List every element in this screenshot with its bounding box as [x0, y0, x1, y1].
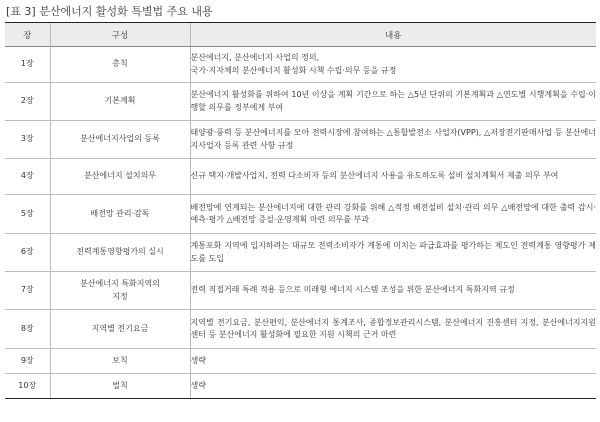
composition-cell: 벌칙: [50, 374, 190, 399]
table-row: [5, 195, 596, 234]
chapter-cell: 10장: [5, 374, 50, 399]
content-cell: 지역별 전기요금, 분산편익, 분산에너지 통계조사, 종합정보관리시스템, 분산에너지 진흥센터 지정, 분산에너지지원센터 등 분산에너지 활성화에 필요한 지원 시책의 근거 마련: [190, 310, 596, 349]
table-row: [5, 47, 596, 83]
chapter-cell: 8장: [5, 310, 50, 349]
table-row: [5, 234, 596, 272]
content-cell: 배전망에 연계되는 분산에너지에 대한 관리 강화를 위해 △적정 배전설비 설치·관리 의무 △배전망에 대한 출력 감시·예측·평가 △배전망 증설·운영계획 마련 의무를 부과: [190, 195, 596, 234]
table-header-row: [5, 23, 596, 47]
chapter-cell: 3장: [5, 121, 50, 159]
table-row: [5, 310, 596, 349]
table-row: [5, 349, 596, 374]
content-cell: 태양광·풍력 등 분산에너지를 모아 전력시장에 참여하는 △통합발전소 사업자(VPP), △저장전기판매사업 등 분산에너지사업자 등록 관련 사항 규정: [190, 121, 596, 159]
composition-cell: 배전망 관리·감독: [50, 195, 190, 234]
table-caption: [표 3] 분산에너지 활성화 특별법 주요 내용: [6, 5, 213, 18]
content-cell: 분산에너지 활성화를 위하여 10년 이상을 계획 기간으로 하는 △5년 단위의 기본계획과 △연도별 시행계획을 수립·이행할 의무를 정부에게 부여: [190, 83, 596, 121]
table-row: [5, 83, 596, 121]
table-row: [5, 121, 596, 159]
main-table: [5, 22, 596, 399]
chapter-cell: 5장: [5, 195, 50, 234]
composition-cell: 전력계통영향평가의 실시: [50, 234, 190, 272]
chapter-cell: 6장: [5, 234, 50, 272]
header-composition: 구성: [50, 23, 190, 47]
table-row: [5, 272, 596, 310]
content-cell: 분산에너지, 분산에너지 사업의 정의, 국가·지자체의 분산에너지 활성화 시책 수립·의무 등을 규정: [190, 47, 596, 83]
chapter-cell: 4장: [5, 159, 50, 195]
composition-cell: 분산에너지 특화지역의 지정: [50, 272, 190, 310]
content-cell: 신규 택지·개발사업지, 전력 다소비자 등의 분산에너지 사용을 유도하도록 설비 설치계획서 제출 의무 부여: [190, 159, 596, 195]
chapter-cell: 9장: [5, 349, 50, 374]
chapter-cell: 2장: [5, 83, 50, 121]
composition-cell: 분산에너지 설치의무: [50, 159, 190, 195]
chapter-cell: 1장: [5, 47, 50, 83]
header-content: 내용: [190, 23, 596, 47]
table-row: [5, 374, 596, 399]
header-chapter: 장: [5, 23, 50, 47]
content-cell: 생략: [190, 349, 596, 374]
chapter-cell: 7장: [5, 272, 50, 310]
composition-cell: 분산에너지사업의 등록: [50, 121, 190, 159]
composition-cell: 지역별 전기요금: [50, 310, 190, 349]
content-cell: 전력 직접거래 특례 적용 등으로 미래형 에너지 시스템 조성을 위한 분산에너지 특화지역 규정: [190, 272, 596, 310]
table-row: [5, 159, 596, 195]
content-cell: 계통포화 지역에 입지하려는 대규모 전력소비자가 계통에 미치는 파급효과를 평가하는 제도인 전력계통 영향평가 제도를 도입: [190, 234, 596, 272]
composition-cell: 총칙: [50, 47, 190, 83]
composition-cell: 보칙: [50, 349, 190, 374]
composition-cell: 기본계획: [50, 83, 190, 121]
content-cell: 생략: [190, 374, 596, 399]
